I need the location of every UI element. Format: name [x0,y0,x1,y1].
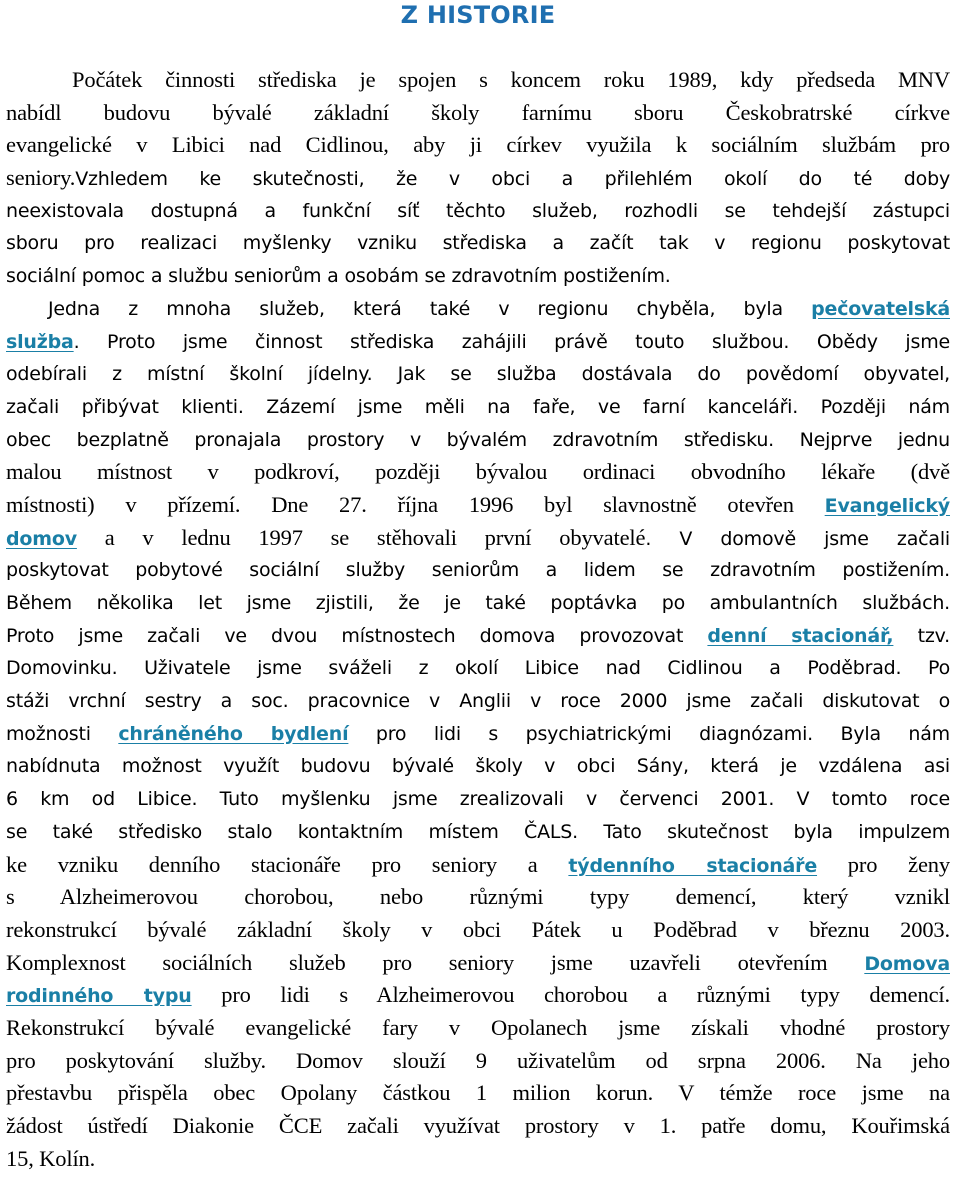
text-run: stáži vrchní sestry a soc. pracovnice v Anglii v roce 2000 jsme začali diskutovat o [6,690,950,713]
text-run: . Proto jsme činnost střediska zahájili právě touto službou. [73,330,790,353]
text-run: nabídnuta možnost využít budovu bývalé školy v obci Sány, která je vzdálena asi [6,755,950,778]
text-line [6,195,950,228]
text-line [6,979,950,1012]
link-tydenni-stacionar[interactable]: týdenního stacionáře [568,854,818,877]
page-title: Z HISTORIE [400,1,556,29]
text-run: a v lednu 1997 se stěhovali první obyvatelé [76,524,646,550]
text-run: rekonstrukcí bývalé základní školy v obci Pátek u Poděbrad v březnu 2003. [6,916,950,942]
text-run: obec bezplatně pronajala prostory v bývalém zdravotním středisku. [6,428,775,451]
text-run: sboru pro realizaci myšlenky vzniku střediska a začít tak v regionu poskytovat [6,232,950,255]
link-pecovatelska-sluzba[interactable]: pečovatelská [811,297,950,320]
text-run: Počátek činnosti střediska je spojen s koncem roku 1989, kdy předseda MNV [72,67,950,92]
text-line [6,391,950,424]
history-text [6,64,950,1175]
text-run: Obědy jsme [789,330,950,353]
text-run: sociální pomoc a službu seniorům a osobám se zdravotním postižením. [6,265,671,288]
text-run: se také středisko stalo kontaktním místem ČALS. Tato skutečnost byla impulzem [6,820,950,843]
text-run: malou místnost v podkroví, později bývalou ordinaci obvodního lékaře (dvě [6,459,950,485]
text-line [6,881,950,914]
text-run: ke vzniku denního stacionáře pro seniory a [6,851,538,877]
text-run: odebírali z místní školní jídelny. [6,363,373,386]
text-run: neexistovala dostupná a funkční síť těchto služeb, rozhodli se tehdejší zástupci [6,199,950,222]
text-line [6,1077,950,1110]
text-run: evangelické v Libici nad Cidlinou, aby ji církev využila k sociálním službám pro [6,132,950,158]
link-chranene-bydleni[interactable]: chráněného bydlení [118,722,349,745]
text-run: přestavbu přispěla obec Opolany částkou 1 milion korun. V témže roce jsme na [6,1080,950,1106]
text-line [6,260,950,293]
text-line [6,64,950,97]
text-run: pro lidi s psychiatrickými diagnózami. Byla nám [348,722,950,745]
text-run: Vzhledem ke skutečnosti, že v obci a přilehlém okolí do té doby [75,168,950,191]
text-run: s Alzheimerovou chorobou, nebo různými typy demencí, který vznikl [6,884,950,910]
text-run: Proto jsme začali ve dvou místnostech domova provozovat [6,624,684,647]
text-run: místnosti) v přízemí. Dne 27. října 1996 byl slavnostně otevřen [6,491,794,517]
text-run: seniory. [6,165,76,191]
text-line [6,326,950,359]
link-pecovatelska-sluzba-cont[interactable]: služba [6,330,74,353]
text-line [6,783,950,816]
text-run: pro lidi s Alzheimerovou chorobou a různými typy demencí. [191,982,950,1008]
text-run: tzv. [893,624,950,647]
text-line [6,685,950,718]
link-evangelicky-domov-cont[interactable]: domov [6,527,77,550]
text-line [6,620,950,653]
text-line [6,456,950,489]
text-run: Domovinku. Uživatele jsme sváželi z okolí Libice nad Cidlinou a Poděbrad. Po [6,657,950,680]
text-run: začali přibývat klienti. [6,395,244,418]
text-run: 15, Kolín. [6,1145,96,1171]
link-evangelicky-domov[interactable]: Evangelický [824,494,950,517]
text-line [6,162,950,195]
text-run: Jedna z mnoha služeb, která také v regionu chyběla, byla [48,297,783,320]
text-run: poskytovat pobytové sociální služby seniorům a lidem se zdravotním postižením. [6,559,950,582]
text-run: možnosti [6,722,91,745]
text-line [6,358,950,391]
text-run: Později nám [798,395,950,418]
text-run: Komplexnost sociálních služeb pro seniory jsme uzavřeli otevřením [6,949,828,975]
link-denni-stacionar[interactable]: denní stacionář, [707,624,894,647]
text-line [6,816,950,849]
text-line [6,227,950,260]
link-domov-rodinneho-typu-cont[interactable]: rodinného typu [6,985,192,1008]
text-line [6,914,950,947]
link-domov-rodinneho-typu[interactable]: Domova [864,952,950,975]
text-line [6,652,950,685]
text-run: pro ženy [817,851,950,877]
text-line [6,849,950,882]
text-run: Jak se služba dostávala do povědomí obyvatel, [372,363,950,386]
text-line [6,1045,950,1078]
text-run: Nejprve jednu [774,428,950,451]
text-run: žádost ústředí Diakonie ČCE začali využívat prostory v 1. patře domu, Kouřimská [6,1113,950,1138]
text-line [6,1110,950,1143]
text-line [6,587,950,620]
text-line [6,97,950,130]
text-run: Rekonstrukcí bývalé evangelické fary v Opolanech jsme získali vhodné prostory [6,1014,950,1040]
text-line [6,554,950,587]
text-run: Zázemí jsme měli na faře, ve farní kanceláři. [243,395,799,418]
text-run: Během několika let jsme zjistili, že je také poptávka po ambulantních službách. [6,592,950,614]
text-line [6,424,950,457]
text-line [6,750,950,783]
text-line [6,1012,950,1045]
text-line [6,1143,950,1176]
text-run: nabídl budovu bývalé základní školy farnímu sboru Českobratrské církve [6,99,950,125]
text-run: pro poskytování služby. Domov slouží 9 uživatelům od srpna 2006. Na jeho [6,1047,950,1073]
text-line [6,522,950,555]
text-line [6,129,950,162]
text-line [6,718,950,751]
text-line [6,947,950,980]
text-line [6,293,950,326]
text-line [6,489,950,522]
text-run: 6 km od Libice. Tuto myšlenku jsme zrealizovali v červenci 2001. V tomto roce [6,788,950,811]
text-run: . V domově jsme začali [645,527,950,550]
